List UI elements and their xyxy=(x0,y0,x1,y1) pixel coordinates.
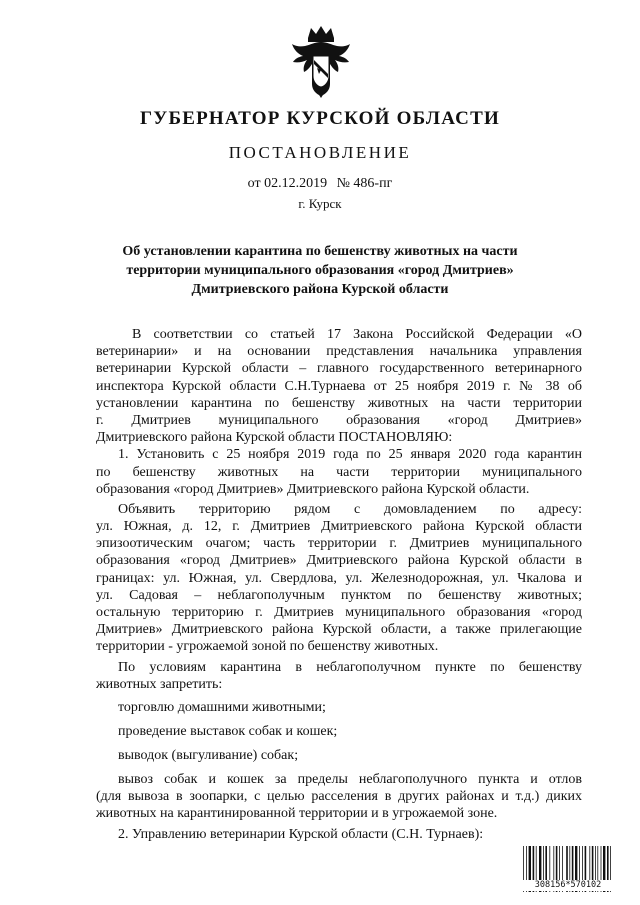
prohibit-item: выводок (выгуливание) собак; xyxy=(118,747,299,763)
document-type: ПОСТАНОВЛЕНИЕ xyxy=(228,143,412,162)
text-line: остальную территорию г. Дмитриев муниципального образования «город xyxy=(96,605,582,620)
document-date: от 02.12.2019 xyxy=(247,176,328,191)
text-line: Дмитриевского района Курской области ПОСТАНОВЛЯЮ: xyxy=(96,430,453,446)
coat-of-arms-icon xyxy=(290,24,352,98)
text-line: образования «город Дмитриев» Дмитриевского района Курской области. xyxy=(96,481,530,497)
subject-line: территории муниципального образования «город Дмитриев» xyxy=(126,263,514,278)
document-city: г. Курск xyxy=(298,196,342,211)
text-line: 1. Установить с 25 ноября 2019 года по 25 января 2020 года карантин xyxy=(118,447,582,463)
text-line: животных запретить: xyxy=(96,676,223,692)
document-body xyxy=(96,326,582,843)
text-line: ул. Южная, д. 12, г. Дмитриев Дмитриевского района Курской области xyxy=(96,519,582,535)
prohibit-item: торговлю домашними животными; xyxy=(118,699,326,715)
text-line: животных на карантинированной территории и в угрожаемой зоне. xyxy=(96,806,498,822)
text-line: границах: ул. Южная, ул. Свердлова, ул. Железнодорожная, ул. Чкалова и xyxy=(96,570,582,586)
text-line: (для вывоза в зоопарки, с целью расселения в других районах и т.д.) диких xyxy=(96,789,582,805)
text-line: По условиям карантина в неблагополучном пункте по бешенству xyxy=(118,659,582,675)
subject-line: Об установлении карантина по бешенству животных на части xyxy=(122,244,518,259)
prohibit-item: проведение выставок собак и кошек; xyxy=(118,723,338,739)
text-line: вывоз собак и кошек за пределы неблагополучного пункта и отлов xyxy=(118,771,582,787)
text-line: ветеринарии» и на основании представления начальника управления xyxy=(96,344,582,360)
subject-line: Дмитриевского района Курской области xyxy=(191,282,449,297)
text-line: эпизоотическим очагом; часть территории г. Дмитриев муниципального xyxy=(96,536,582,552)
barcode-number: 308156*570102 xyxy=(522,880,614,891)
text-line: инспектора Курской области С.Н.Турнаева от 25 ноября 2019 г. № 38 об xyxy=(96,378,582,394)
authority-title: ГУБЕРНАТОР КУРСКОЙ ОБЛАСТИ xyxy=(140,108,500,129)
text-line: ветеринарии Курской области – главного государственного ветеринарного xyxy=(96,361,582,377)
text-line: В соответствии со статьей 17 Закона Российской Федерации «О xyxy=(132,327,582,342)
text-line: по бешенству животных на части территории муниципального xyxy=(96,464,582,480)
text-line: ул. Садовая – неблагополучным пунктом по бешенству животных; xyxy=(96,587,582,603)
text-line: территории - угрожаемой зоной по бешенству животных. xyxy=(96,639,439,655)
text-line: Дмитриев» Дмитриевского района Курской области, а также прилегающие xyxy=(96,622,582,638)
text-line: установлении карантина по бешенству животных на части территории xyxy=(96,395,582,411)
text-line: образования «город Дмитриев» Дмитриевского района Курской области в xyxy=(96,553,582,569)
document-date-number xyxy=(0,176,640,192)
document-subject xyxy=(100,242,540,299)
text-line: 2. Управлению ветеринарии Курской области (С.Н. Турнаев): xyxy=(118,826,484,842)
text-line: г. Дмитриев муниципального образования «город Дмитриев» xyxy=(96,412,582,428)
document-number: № 486-пг xyxy=(336,176,393,191)
text-line: Объявить территорию рядом с домовладением по адресу: xyxy=(118,501,582,517)
